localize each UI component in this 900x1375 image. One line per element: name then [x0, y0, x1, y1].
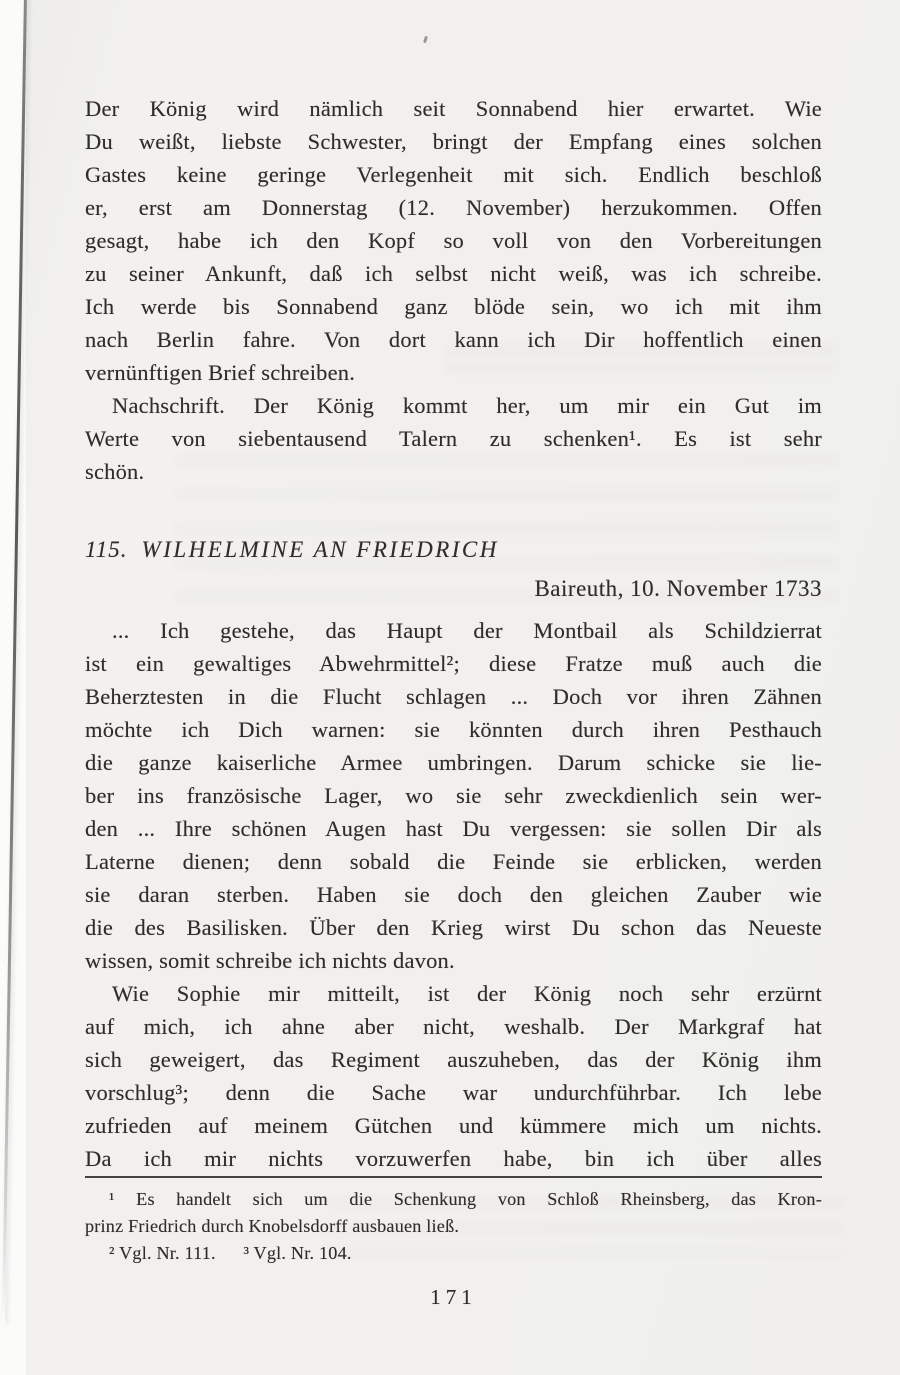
text-line: die des Basilisken. Über den Krieg wirst Du schon das Neueste [85, 915, 822, 940]
letter-heading [85, 532, 822, 568]
text-line: Der König wird nämlich seit Sonnabend hier erwartet. Wie [85, 96, 822, 121]
text-line: möchte ich Dich warnen: sie könnten durch ihren Pesthauch [85, 717, 822, 742]
page-edge-shadow [2, 0, 27, 1324]
text-line: ber ins französische Lager, wo sie sehr zweckdienlich sein wer- [85, 783, 822, 808]
text-line: ² Vgl. Nr. 111. ³ Vgl. Nr. 104. [109, 1243, 352, 1263]
text-line: prinz Friedrich durch Knobelsdorff ausbauen ließ. [85, 1216, 460, 1236]
page-number: 171 [430, 1285, 477, 1309]
text-line: Nachschrift. Der König kommt her, um mir ein Gut im [112, 393, 822, 418]
text-line: Wie Sophie mir mitteilt, ist der König noch sehr erzürnt [112, 981, 822, 1006]
text-line: vernünftigen Brief schreiben. [85, 360, 356, 385]
text-line: Beherztesten in die Flucht schlagen ... Doch vor ihren Zähnen [85, 684, 822, 709]
paragraph [85, 614, 822, 977]
paragraph [85, 92, 822, 389]
letter-dateline: Baireuth, 10. November 1733 [534, 576, 822, 601]
text-line: gesagt, habe ich den Kopf so voll von den Vorbereitungen [85, 228, 822, 253]
text-line: er, erst am Donnerstag (12. November) herzukommen. Offen [85, 195, 822, 220]
text-line: sich geweigert, das Regiment auszuheben, das der König ihm [85, 1047, 822, 1072]
text-line: Gastes keine geringe Verlegenheit mit sich. Endlich beschloß [85, 162, 822, 187]
paragraph [85, 1186, 822, 1240]
text-line: vorschlug³; denn die Sache war undurchführbar. Ich lebe [85, 1080, 822, 1105]
letter-continuation-section [85, 92, 822, 488]
letter-number: 115. [85, 537, 128, 562]
footnote-separator [85, 1176, 822, 1178]
letter-body-section [85, 614, 822, 1175]
text-block [85, 0, 822, 1311]
text-line: auf mich, ich ahne aber nicht, weshalb. Der Markgraf hat [85, 1014, 822, 1039]
text-line: wissen, somit schreibe ich nichts davon. [85, 948, 455, 973]
text-line: Du weißt, liebste Schwester, bringt der Empfang eines solchen [85, 129, 822, 154]
paragraph [85, 389, 822, 488]
text-line: Werte von siebentausend Talern zu schenken¹. Es ist sehr [85, 426, 822, 451]
text-line: ¹ Es handelt sich um die Schenkung von Schloß Rheinsberg, das Kron- [109, 1189, 822, 1209]
text-line: Ich werde bis Sonnabend ganz blöde sein, wo ich mit ihm [85, 294, 822, 319]
text-line: sie daran sterben. Haben sie doch den gleichen Zauber wie [85, 882, 822, 907]
text-line: Da ich mir nichts vorzuwerfen habe, bin ich über alles [85, 1146, 822, 1171]
text-line: ist ein gewaltiges Abwehrmittel²; diese Fratze muß auch die [85, 651, 822, 676]
text-line: zufrieden auf meinem Gütchen und kümmere mich um nichts. [85, 1113, 822, 1138]
text-line: ... Ich gestehe, das Haupt der Montbail als Schildzierrat [112, 618, 822, 643]
text-line: die ganze kaiserliche Armee umbringen. Darum schicke sie lie- [85, 750, 822, 775]
text-line: zu seiner Ankunft, daß ich selbst nicht weiß, was ich schreibe. [85, 261, 822, 286]
text-line: den ... Ihre schönen Augen hast Du vergessen: sie sollen Dir als [85, 816, 822, 841]
footnotes-section [85, 1186, 822, 1267]
text-line: Laterne dienen; denn sobald die Feinde sie erblicken, werden [85, 849, 822, 874]
text-line: nach Berlin fahre. Von dort kann ich Dir hoffentlich einen [85, 327, 822, 352]
paragraph [85, 977, 822, 1175]
paragraph [85, 1240, 822, 1267]
text-line: schön. [85, 459, 145, 484]
letter-title: WILHELMINE AN FRIEDRICH [141, 537, 499, 562]
